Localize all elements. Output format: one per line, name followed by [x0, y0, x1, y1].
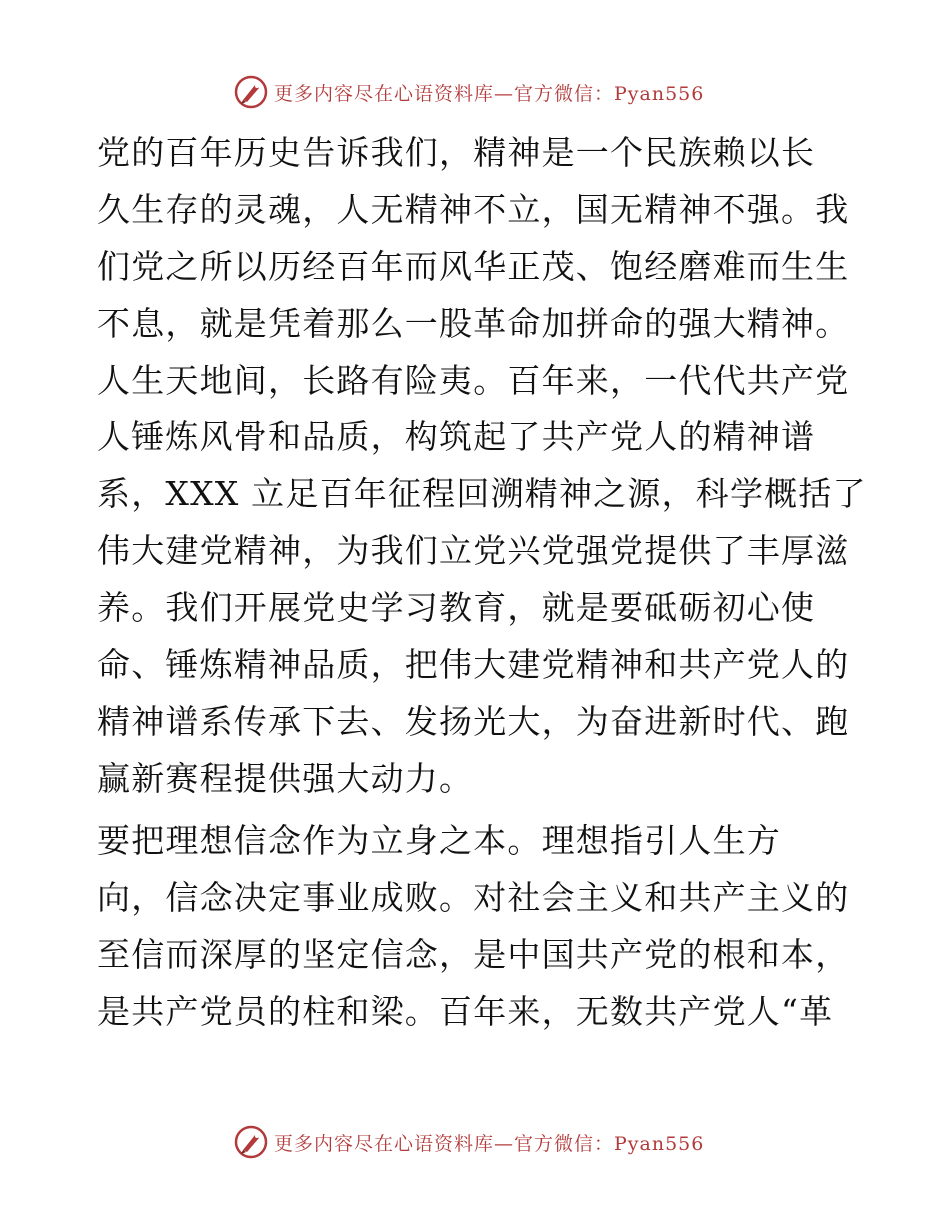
text-line: 伟大建党精神，为我们立党兴党强党提供了丰厚滋 [97, 531, 850, 571]
text-line: 党的百年历史告诉我们，精神是一个民族赖以长 [97, 133, 816, 172]
header-banner-text: 更多内容尽在心语资料库—官方微信：Pyan556 [274, 82, 705, 105]
text-line: 人生天地间，长路有险夷。百年来，一代代共产党 [97, 360, 850, 400]
footer-banner-text: 更多内容尽在心语资料库—官方微信：Pyan556 [274, 1132, 705, 1155]
paragraph-2 [97, 813, 849, 1041]
text-line: 们党之所以历经百年而风华正茂、饱经磨难而生生 [97, 246, 850, 286]
pen-logo-icon [234, 1125, 268, 1159]
text-line: 命、锤炼精神品质，把伟大建党精神和共产党人的 [97, 645, 850, 685]
text-line: 久生存的灵魂，人无精神不立，国无精神不强。我 [97, 189, 850, 229]
pen-logo-icon [234, 75, 268, 109]
text-line: 精神谱系传承下去、发扬光大，为奋进新时代、跑 [97, 701, 850, 741]
header-watermark-banner [234, 72, 754, 112]
text-line: 向，信念决定事业成败。对社会主义和共产主义的 [97, 877, 850, 917]
text-line: 至信而深厚的坚定信念，是中国共产党的根和本， [97, 934, 850, 974]
text-line: 人锤炼风骨和品质，构筑起了共产党人的精神谱 [97, 417, 816, 457]
paragraph-1 [97, 125, 867, 808]
text-line: 系，XXX 立足百年征程回溯精神之源，科学概括了 [97, 474, 867, 514]
text-line: 要把理想信念作为立身之本。理想指引人生方 [97, 821, 781, 860]
text-line: 不息，就是凭着那么一股革命加拼命的强大精神。 [97, 303, 850, 343]
text-line: 是共产党员的柱和梁。百年来，无数共产党人“革 [97, 991, 834, 1031]
footer-watermark-banner [234, 1122, 754, 1162]
text-line: 赢新赛程提供强大动力。 [97, 758, 474, 798]
text-line: 养。我们开展党史学习教育，就是要砥砺初心使 [97, 588, 816, 628]
